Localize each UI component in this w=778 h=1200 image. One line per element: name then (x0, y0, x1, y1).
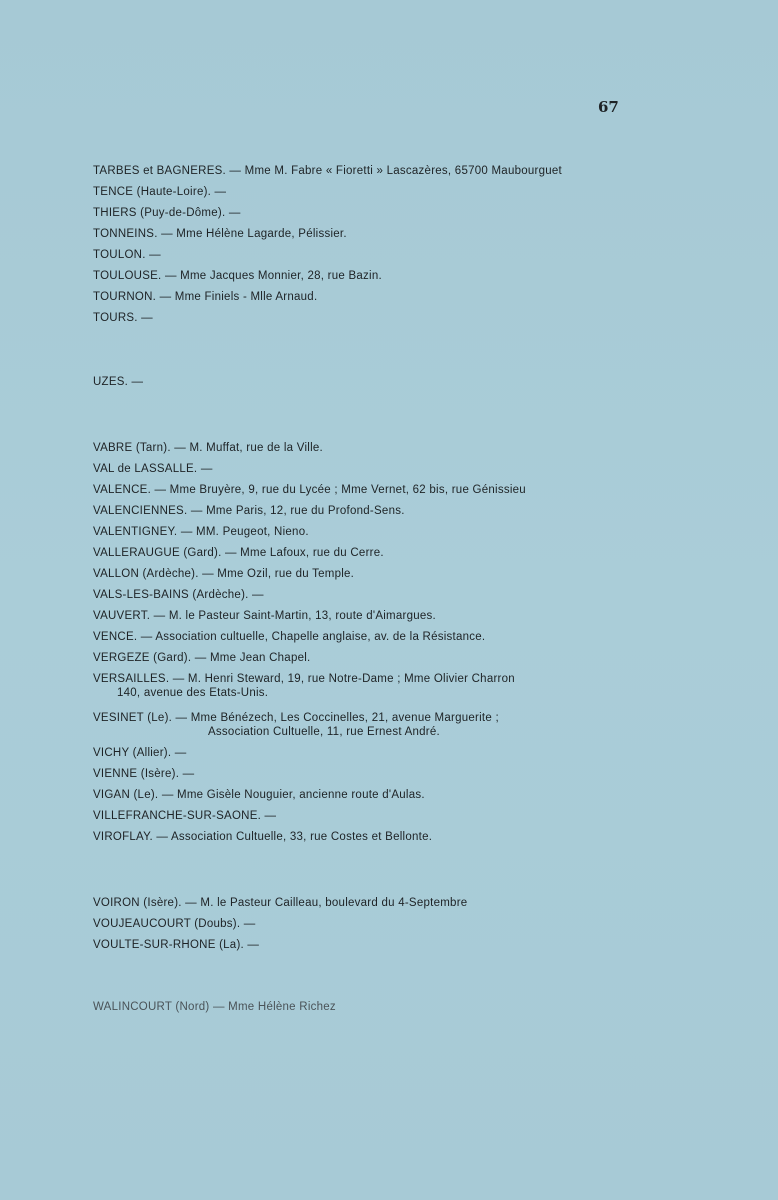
entry-voulte-sur-rhone: VOULTE-SUR-RHONE (La). — (93, 939, 260, 951)
entry-viroflay: VIROFLAY. — Association Cultuelle, 33, rue Costes et Bellonte. (93, 831, 433, 843)
entry-vesinet: VESINET (Le). — Mme Bénézech, Les Coccinelles, 21, avenue Marguerite ; (93, 712, 499, 724)
entry-versailles: VERSAILLES. — M. Henri Steward, 19, rue Notre-Dame ; Mme Olivier Charron (93, 673, 515, 685)
entry-valleraugue: VALLERAUGUE (Gard). — Mme Lafoux, rue du Cerre. (93, 547, 384, 559)
entry-toulouse: TOULOUSE. — Mme Jacques Monnier, 28, rue Bazin. (93, 270, 382, 282)
entry-vergeze: VERGEZE (Gard). — Mme Jean Chapel. (93, 652, 311, 664)
entry-tours: TOURS. — (93, 312, 153, 324)
page-number: 67 (598, 98, 619, 116)
entry-thiers: THIERS (Puy-de-Dôme). — (93, 207, 241, 219)
entry-vals-les-bains: VALS-LES-BAINS (Ardèche). — (93, 589, 264, 601)
entry-vichy: VICHY (Allier). — (93, 747, 187, 759)
entry-vabre: VABRE (Tarn). — M. Muffat, rue de la Ville. (93, 442, 323, 454)
directory-list (93, 164, 733, 1014)
entry-valentigney: VALENTIGNEY. — MM. Peugeot, Nieno. (93, 526, 309, 538)
entry-tonneins: TONNEINS. — Mme Hélène Lagarde, Pélissier. (93, 228, 347, 240)
entry-voiron: VOIRON (Isère). — M. le Pasteur Cailleau, boulevard du 4-Septembre (93, 897, 468, 909)
entry-vesinet-continued: Association Cultuelle, 11, rue Ernest André. (208, 726, 440, 738)
entry-villefranche: VILLEFRANCHE-SUR-SAONE. — (93, 810, 277, 822)
entry-tarbes: TARBES et BAGNERES. — Mme M. Fabre « Fioretti » Lascazères, 65700 Maubourguet (93, 165, 563, 177)
entry-tence: TENCE (Haute-Loire). — (93, 186, 227, 198)
entry-valence: VALENCE. — Mme Bruyère, 9, rue du Lycée ; Mme Vernet, 62 bis, rue Génissieu (93, 484, 526, 496)
entry-vigan: VIGAN (Le). — Mme Gisèle Nouguier, ancienne route d'Aulas. (93, 789, 425, 801)
entry-vence: VENCE. — Association cultuelle, Chapelle anglaise, av. de la Résistance. (93, 631, 486, 643)
entry-toulon: TOULON. — (93, 249, 161, 261)
entry-valenciennes: VALENCIENNES. — Mme Paris, 12, rue du Profond-Sens. (93, 505, 405, 517)
entry-vienne: VIENNE (Isère). — (93, 768, 195, 780)
entry-vauvert: VAUVERT. — M. le Pasteur Saint-Martin, 13, route d'Aimargues. (93, 610, 436, 622)
entry-val-de-lassalle: VAL de LASSALLE. — (93, 463, 213, 475)
entry-tournon: TOURNON. — Mme Finiels - Mlle Arnaud. (93, 291, 318, 303)
entry-walincourt: WALINCOURT (Nord) — Mme Hélène Richez (93, 1001, 336, 1013)
entry-uzes: UZES. — (93, 376, 144, 388)
entry-versailles-continued: 140, avenue des Etats-Unis. (117, 687, 269, 699)
entry-vallon: VALLON (Ardèche). — Mme Ozil, rue du Temple. (93, 568, 355, 580)
entry-voujeaucourt: VOUJEAUCOURT (Doubs). — (93, 918, 256, 930)
